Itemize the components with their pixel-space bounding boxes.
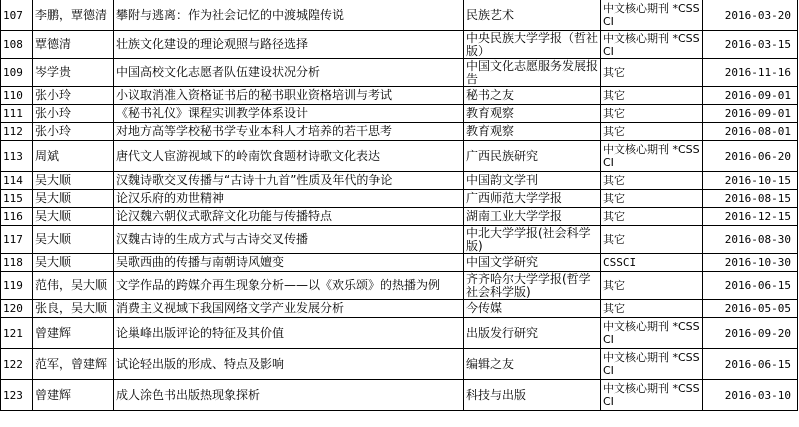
date-cell: 2016-09-01	[703, 87, 798, 105]
table-row	[1, 300, 798, 318]
level-cell: 中文核心期刊 *CSSCI	[601, 141, 703, 172]
row-number: 121	[1, 318, 33, 349]
level-cell: 其它	[601, 105, 703, 123]
author-cell: 范伟，吴大顺	[33, 272, 114, 300]
date-cell: 2016-10-30	[703, 254, 798, 272]
journal-cell: 中央民族大学学报（哲社版）	[464, 31, 601, 59]
author-cell: 吴大顺	[33, 172, 114, 190]
date-cell: 2016-12-15	[703, 208, 798, 226]
level-cell: 其它	[601, 226, 703, 254]
row-number: 119	[1, 272, 33, 300]
title-cell: 《秘书礼仪》课程实训教学体系设计	[114, 105, 464, 123]
author-cell: 张小玲	[33, 105, 114, 123]
table-row	[1, 141, 798, 172]
papers-table-body	[1, 0, 798, 411]
row-number: 108	[1, 31, 33, 59]
journal-cell: 中国韵文学刊	[464, 172, 601, 190]
row-number: 118	[1, 254, 33, 272]
title-cell: 吴歌西曲的传播与南朝诗风嬗变	[114, 254, 464, 272]
row-number: 117	[1, 226, 33, 254]
title-cell: 汉魏古诗的生成方式与古诗交叉传播	[114, 226, 464, 254]
level-cell: 中文核心期刊 *CSSCI	[601, 0, 703, 31]
title-cell: 论汉魏六朝仪式歌辞文化功能与传播特点	[114, 208, 464, 226]
table-row	[1, 380, 798, 411]
level-cell: 中文核心期刊 *CSSCI	[601, 380, 703, 411]
level-cell: 其它	[601, 190, 703, 208]
title-cell: 小议取消准入资格证书后的秘书职业资格培训与考试	[114, 87, 464, 105]
title-cell: 攀附与逃离：作为社会记忆的中渡城隍传说	[114, 0, 464, 31]
journal-cell: 出版发行研究	[464, 318, 601, 349]
journal-cell: 广西师范大学学报	[464, 190, 601, 208]
table-row	[1, 0, 798, 31]
title-cell: 唐代文人宦游视域下的岭南饮食题材诗歌文化表达	[114, 141, 464, 172]
date-cell: 2016-10-15	[703, 172, 798, 190]
date-cell: 2016-09-01	[703, 105, 798, 123]
author-cell: 吴大顺	[33, 208, 114, 226]
journal-cell: 中北大学学报(社会科学版)	[464, 226, 601, 254]
journal-cell: 秘书之友	[464, 87, 601, 105]
journal-cell: 民族艺术	[464, 0, 601, 31]
row-number: 120	[1, 300, 33, 318]
row-number: 109	[1, 59, 33, 87]
date-cell: 2016-06-15	[703, 349, 798, 380]
author-cell: 岑学贵	[33, 59, 114, 87]
table-row	[1, 59, 798, 87]
table-row	[1, 208, 798, 226]
row-number: 110	[1, 87, 33, 105]
journal-cell: 今传媒	[464, 300, 601, 318]
level-cell: 中文核心期刊 *CSSCI	[601, 349, 703, 380]
row-number: 111	[1, 105, 33, 123]
title-cell: 消费主义视域下我国网络文学产业发展分析	[114, 300, 464, 318]
date-cell: 2016-05-05	[703, 300, 798, 318]
date-cell: 2016-03-15	[703, 31, 798, 59]
level-cell: 其它	[601, 272, 703, 300]
title-cell: 壮族文化建设的理论观照与路径选择	[114, 31, 464, 59]
level-cell: CSSCI	[601, 254, 703, 272]
author-cell: 李鹏，覃德清	[33, 0, 114, 31]
table-row	[1, 254, 798, 272]
row-number: 112	[1, 123, 33, 141]
row-number: 116	[1, 208, 33, 226]
date-cell: 2016-03-20	[703, 0, 798, 31]
table-row	[1, 272, 798, 300]
row-number: 114	[1, 172, 33, 190]
journal-cell: 编辑之友	[464, 349, 601, 380]
date-cell: 2016-06-15	[703, 272, 798, 300]
level-cell: 其它	[601, 59, 703, 87]
journal-cell: 齐齐哈尔大学学报(哲学社会科学版)	[464, 272, 601, 300]
level-cell: 其它	[601, 172, 703, 190]
level-cell: 中文核心期刊 *CSSCI	[601, 318, 703, 349]
title-cell: 汉魏诗歌交叉传播与“古诗十九首”性质及年代的争论	[114, 172, 464, 190]
journal-cell: 科技与出版	[464, 380, 601, 411]
level-cell: 其它	[601, 208, 703, 226]
table-row	[1, 105, 798, 123]
author-cell: 张良，吴大顺	[33, 300, 114, 318]
date-cell: 2016-03-10	[703, 380, 798, 411]
author-cell: 吴大顺	[33, 190, 114, 208]
author-cell: 范军，曾建辉	[33, 349, 114, 380]
level-cell: 其它	[601, 123, 703, 141]
title-cell: 对地方高等学校秘书学专业本科人才培养的若干思考	[114, 123, 464, 141]
date-cell: 2016-06-20	[703, 141, 798, 172]
table-row	[1, 31, 798, 59]
table-row	[1, 87, 798, 105]
date-cell: 2016-09-20	[703, 318, 798, 349]
author-cell: 吴大顺	[33, 226, 114, 254]
table-row	[1, 172, 798, 190]
journal-cell: 教育观察	[464, 105, 601, 123]
table-row	[1, 123, 798, 141]
table-row	[1, 190, 798, 208]
journal-cell: 广西民族研究	[464, 141, 601, 172]
title-cell: 论巢峰出版评论的特征及其价值	[114, 318, 464, 349]
row-number: 123	[1, 380, 33, 411]
title-cell: 文学作品的跨媒介再生现象分析——以《欢乐颂》的热播为例	[114, 272, 464, 300]
author-cell: 覃德清	[33, 31, 114, 59]
title-cell: 试论轻出版的形成、特点及影响	[114, 349, 464, 380]
level-cell: 其它	[601, 87, 703, 105]
date-cell: 2016-08-30	[703, 226, 798, 254]
journal-cell: 中国文学研究	[464, 254, 601, 272]
title-cell: 成人涂色书出版热现象探析	[114, 380, 464, 411]
row-number: 115	[1, 190, 33, 208]
author-cell: 张小玲	[33, 87, 114, 105]
author-cell: 周斌	[33, 141, 114, 172]
journal-cell: 湖南工业大学学报	[464, 208, 601, 226]
level-cell: 中文核心期刊 *CSSCI	[601, 31, 703, 59]
title-cell: 中国高校文化志愿者队伍建设状况分析	[114, 59, 464, 87]
author-cell: 曾建辉	[33, 318, 114, 349]
author-cell: 吴大顺	[33, 254, 114, 272]
table-row	[1, 226, 798, 254]
row-number: 122	[1, 349, 33, 380]
row-number: 113	[1, 141, 33, 172]
table-row	[1, 318, 798, 349]
row-number: 107	[1, 0, 33, 31]
date-cell: 2016-08-15	[703, 190, 798, 208]
journal-cell: 教育观察	[464, 123, 601, 141]
table-row	[1, 349, 798, 380]
journal-cell: 中国文化志愿服务发展报告	[464, 59, 601, 87]
author-cell: 曾建辉	[33, 380, 114, 411]
date-cell: 2016-11-16	[703, 59, 798, 87]
author-cell: 张小玲	[33, 123, 114, 141]
date-cell: 2016-08-01	[703, 123, 798, 141]
title-cell: 论汉乐府的劝世精神	[114, 190, 464, 208]
level-cell: 其它	[601, 300, 703, 318]
